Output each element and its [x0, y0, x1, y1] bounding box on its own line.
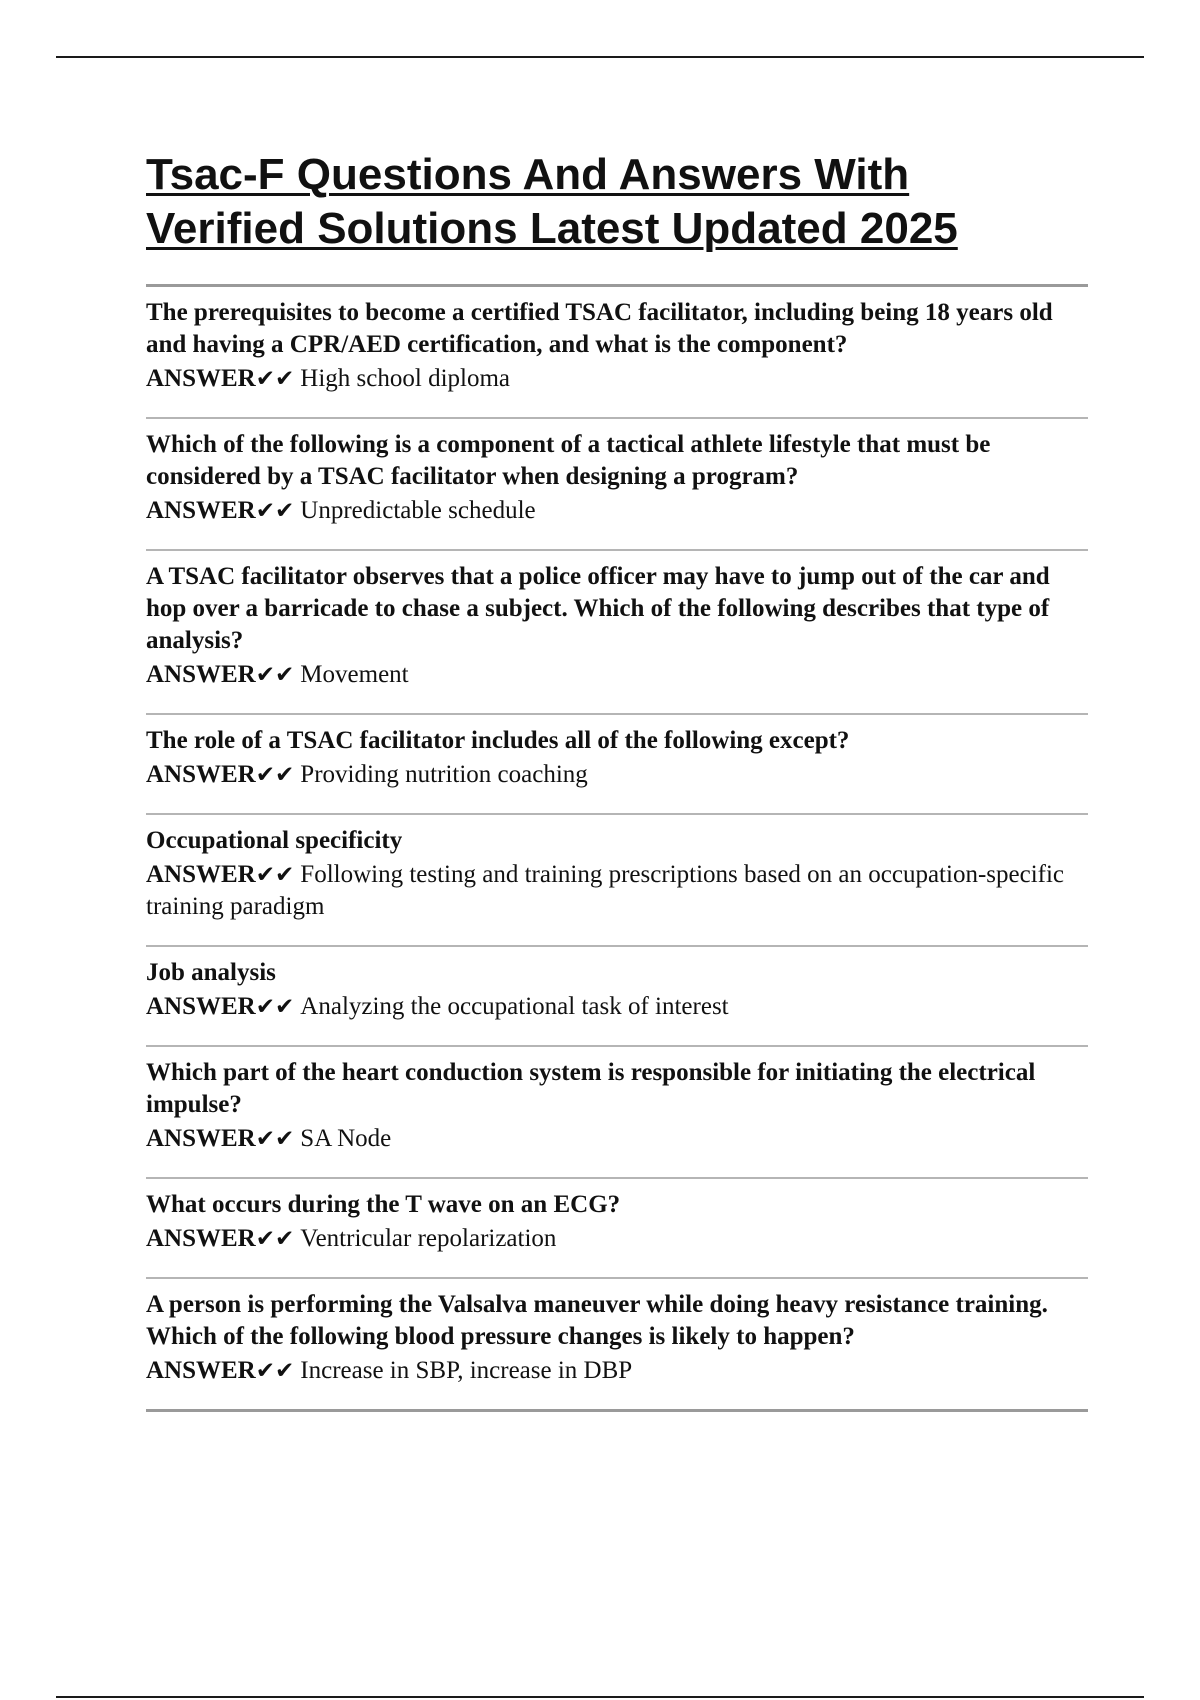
title-line-2: Verified Solutions Latest Updated 2025 — [146, 204, 958, 253]
answer-text: Unpredictable schedule — [300, 497, 536, 524]
double-check-icon: ✔✔ — [255, 762, 295, 788]
qa-list — [146, 284, 1088, 1412]
question-text: A person is performing the Valsalva maneuver while doing heavy resistance training. Which of the following blood pressure changes is likely to happen? — [146, 1291, 1048, 1350]
answer-text: High school diploma — [300, 365, 511, 392]
answer-text: SA Node — [300, 1125, 392, 1152]
answer-label: ANSWER — [146, 661, 256, 688]
answer-line — [146, 859, 1088, 923]
answer-label: ANSWER — [146, 1225, 256, 1252]
answer-label: ANSWER — [146, 1357, 256, 1384]
answer-label: ANSWER — [146, 1125, 256, 1152]
double-check-icon: ✔✔ — [255, 1126, 295, 1152]
question-text: A TSAC facilitator observes that a police officer may have to jump out of the car and hop over a barricade to chase a subject. Which of the following describes that type of analysis? — [146, 563, 1050, 654]
question-text: Job analysis — [146, 959, 276, 986]
answer-line — [146, 1223, 1088, 1255]
page-top-rule — [56, 56, 1144, 58]
question-text: Which part of the heart conduction system is responsible for initiating the electrical impulse? — [146, 1059, 1036, 1118]
answer-label: ANSWER — [146, 861, 256, 888]
qa-item — [146, 1179, 1088, 1279]
question-text: The prerequisites to become a certified TSAC facilitator, including being 18 years old and having a CPR/AED certification, and what is the component? — [146, 299, 1053, 358]
answer-line — [146, 363, 1088, 395]
double-check-icon: ✔✔ — [255, 662, 295, 688]
document-title — [146, 148, 1088, 256]
answer-text: Analyzing the occupational task of interest — [300, 993, 729, 1020]
answer-label: ANSWER — [146, 365, 256, 392]
answer-text: Ventricular repolarization — [300, 1225, 557, 1252]
answer-line — [146, 991, 1088, 1023]
question-text: What occurs during the T wave on an ECG? — [146, 1191, 621, 1218]
question-text: Occupational specificity — [146, 827, 403, 854]
qa-item — [146, 1047, 1088, 1179]
qa-item — [146, 287, 1088, 419]
answer-label: ANSWER — [146, 497, 256, 524]
qa-item — [146, 815, 1088, 947]
answer-label: ANSWER — [146, 761, 256, 788]
answer-label: ANSWER — [146, 993, 256, 1020]
question-text: Which of the following is a component of a tactical athlete lifestyle that must be considered by a TSAC facilitator when designing a program? — [146, 431, 991, 490]
answer-line — [146, 495, 1088, 527]
answer-text: Increase in SBP, increase in DBP — [300, 1357, 633, 1384]
answer-line — [146, 1355, 1088, 1387]
qa-item — [146, 551, 1088, 715]
title-line-1: Tsac-F Questions And Answers With — [146, 150, 910, 199]
qa-item — [146, 715, 1088, 815]
question-text: The role of a TSAC facilitator includes all of the following except? — [146, 727, 850, 754]
answer-line — [146, 659, 1088, 691]
qa-item — [146, 419, 1088, 551]
answer-text: Providing nutrition coaching — [300, 761, 588, 788]
double-check-icon: ✔✔ — [255, 1358, 295, 1384]
page-bottom-rule — [56, 1696, 1144, 1698]
answer-text: Movement — [300, 661, 409, 688]
answer-line — [146, 759, 1088, 791]
double-check-icon: ✔✔ — [255, 1226, 295, 1252]
double-check-icon: ✔✔ — [255, 994, 295, 1020]
document-body — [146, 148, 1088, 1412]
answer-line — [146, 1123, 1088, 1155]
double-check-icon: ✔✔ — [255, 366, 295, 392]
qa-item — [146, 1279, 1088, 1412]
qa-item — [146, 947, 1088, 1047]
double-check-icon: ✔✔ — [255, 862, 295, 888]
double-check-icon: ✔✔ — [255, 498, 295, 524]
answer-text: Following testing and training prescriptions based on an occupation-specific training paradigm — [146, 861, 1065, 920]
